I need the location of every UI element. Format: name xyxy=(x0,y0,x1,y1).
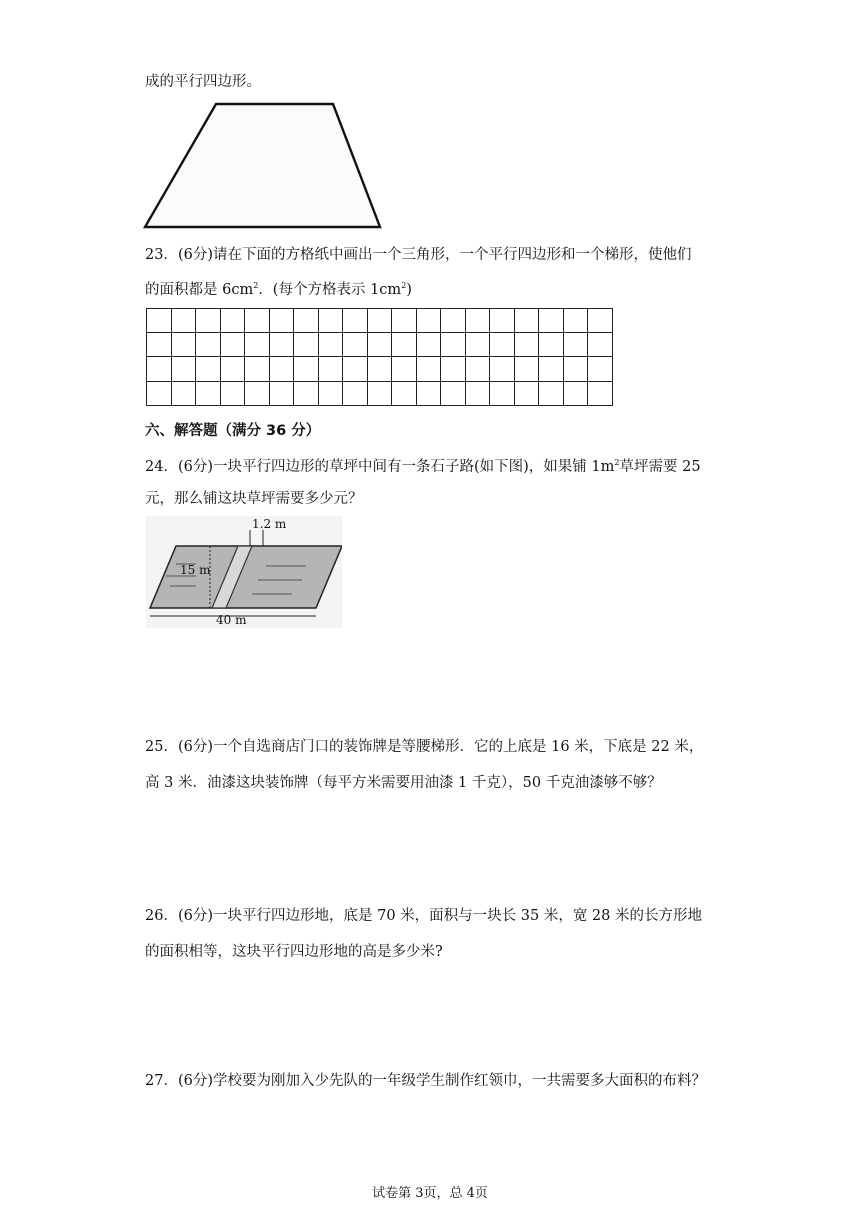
square-grid-paper xyxy=(146,308,613,406)
grid-cell xyxy=(147,333,172,357)
grid-row xyxy=(147,309,613,333)
q24-line1-part-a: 24．(6分)一块平行四边形的草坪中间有一条石子路(如下图)，如果铺 1m xyxy=(145,459,615,475)
grid-cell xyxy=(294,333,319,357)
grid-cell xyxy=(171,333,196,357)
grid-cell xyxy=(392,309,417,333)
grid-cell xyxy=(171,309,196,333)
grid-cell xyxy=(171,357,196,381)
grid-cell xyxy=(367,309,392,333)
grid-cell xyxy=(245,333,270,357)
grid-cell xyxy=(343,381,368,405)
grid-cell xyxy=(318,357,343,381)
lawn-top-label: 1.2 m xyxy=(252,517,287,531)
grid-cell xyxy=(563,309,588,333)
grid-cell xyxy=(588,381,613,405)
grid-cell xyxy=(588,333,613,357)
grid-cell xyxy=(343,309,368,333)
q24-sup: 2 xyxy=(614,458,620,467)
grid-cell xyxy=(514,333,539,357)
q27-line1: 27．(6分)学校要为刚加入少先队的一年级学生制作红领巾，一共需要多大面积的布料？ xyxy=(145,1073,706,1089)
trapezoid-shape xyxy=(145,104,380,227)
grid-cell xyxy=(465,309,490,333)
lawn-figure xyxy=(146,516,342,628)
grid-cell xyxy=(416,333,441,357)
grid-cell xyxy=(490,309,515,333)
grid-cell xyxy=(563,333,588,357)
grid-cell xyxy=(441,333,466,357)
grid-cell xyxy=(220,381,245,405)
grid-cell xyxy=(220,357,245,381)
q23-sup-1: 2 xyxy=(253,281,259,290)
top-fragment-text: 成的平行四边形。 xyxy=(145,74,261,90)
grid-cell xyxy=(343,357,368,381)
grid-cell xyxy=(294,381,319,405)
grid-cell xyxy=(147,357,172,381)
q25-line2: 高 3 米．油漆这块装饰牌（每平方米需要用油漆 1 千克），50 千克油漆够不够？ xyxy=(145,775,662,791)
trapezoid-figure xyxy=(143,102,385,230)
grid-cell xyxy=(269,333,294,357)
grid-cell xyxy=(196,381,221,405)
grid-cell xyxy=(465,333,490,357)
grid-cell xyxy=(490,381,515,405)
q23-line2-part-c: ) xyxy=(406,282,412,298)
grid-cell xyxy=(465,357,490,381)
grid-cell xyxy=(441,309,466,333)
grid-cell xyxy=(367,357,392,381)
grid-cell xyxy=(490,333,515,357)
lawn-base-label: 40 m xyxy=(216,613,247,627)
grid-cell xyxy=(539,333,564,357)
grid-cell xyxy=(392,381,417,405)
grid-cell xyxy=(588,309,613,333)
grid-cell xyxy=(196,309,221,333)
q23-sup-2: 2 xyxy=(401,281,407,290)
section-6-heading: 六、解答题（满分 36 分） xyxy=(145,423,321,439)
q23-line2 xyxy=(145,276,412,300)
grid-cell xyxy=(245,381,270,405)
grid-cell xyxy=(441,357,466,381)
grid-cell xyxy=(147,309,172,333)
lawn-height-label: 15 m xyxy=(180,563,211,577)
grid-cell xyxy=(318,381,343,405)
grid-cell xyxy=(539,309,564,333)
grid-cell xyxy=(196,357,221,381)
grid-cell xyxy=(245,309,270,333)
grid-cell xyxy=(245,357,270,381)
grid-cell xyxy=(294,309,319,333)
q26-line2: 的面积相等，这块平行四边形地的高是多少米? xyxy=(145,944,443,960)
grid-cell xyxy=(465,381,490,405)
q24-line2: 元，那么铺这块草坪需要多少元？ xyxy=(145,491,363,507)
grid-cell xyxy=(490,357,515,381)
q23-line2-part-b: ．(每个方格表示 1cm xyxy=(258,282,402,298)
grid-cell xyxy=(392,333,417,357)
grid-cell xyxy=(514,309,539,333)
grid-cell xyxy=(220,309,245,333)
grid-cell xyxy=(318,333,343,357)
grid-cell xyxy=(588,357,613,381)
grid-cell xyxy=(416,357,441,381)
grid-cell xyxy=(539,357,564,381)
grid-cell xyxy=(416,381,441,405)
grid-cell xyxy=(416,309,441,333)
page-footer: 试卷第 3页，总 4页 xyxy=(372,1186,488,1201)
grid-cell xyxy=(563,357,588,381)
q24-line1-part-b: 草坪需要 25 xyxy=(619,459,701,475)
grid-cell xyxy=(269,381,294,405)
grid-cell xyxy=(220,333,245,357)
grid-row xyxy=(147,333,613,357)
q23-line1: 23．(6分)请在下面的方格纸中画出一个三角形，一个平行四边形和一个梯形，使他们 xyxy=(145,247,692,263)
grid-cell xyxy=(147,381,172,405)
grid-cell xyxy=(367,381,392,405)
grid-cell xyxy=(318,309,343,333)
q26-line1: 26．(6分)一块平行四边形地，底是 70 米，面积与一块长 35 米，宽 28 米的长方形地 xyxy=(145,908,702,924)
grid-cell xyxy=(171,381,196,405)
grid-cell xyxy=(269,357,294,381)
q25-line1: 25．(6分)一个自选商店门口的装饰牌是等腰梯形．它的上底是 16 米，下底是 22 米， xyxy=(145,739,704,755)
grid-cell xyxy=(514,357,539,381)
grid-cell xyxy=(441,381,466,405)
grid-cell xyxy=(367,333,392,357)
grid-cell xyxy=(196,333,221,357)
grid-cell xyxy=(343,333,368,357)
grid-row xyxy=(147,357,613,381)
q24-line1 xyxy=(145,453,701,477)
q23-line2-part-a: 的面积都是 6cm xyxy=(145,282,254,298)
grid-cell xyxy=(294,357,319,381)
grid-cell xyxy=(269,309,294,333)
grid-cell xyxy=(563,381,588,405)
grid-row xyxy=(147,381,613,405)
grid-cell xyxy=(392,357,417,381)
grid-cell xyxy=(514,381,539,405)
grid-cell xyxy=(539,381,564,405)
